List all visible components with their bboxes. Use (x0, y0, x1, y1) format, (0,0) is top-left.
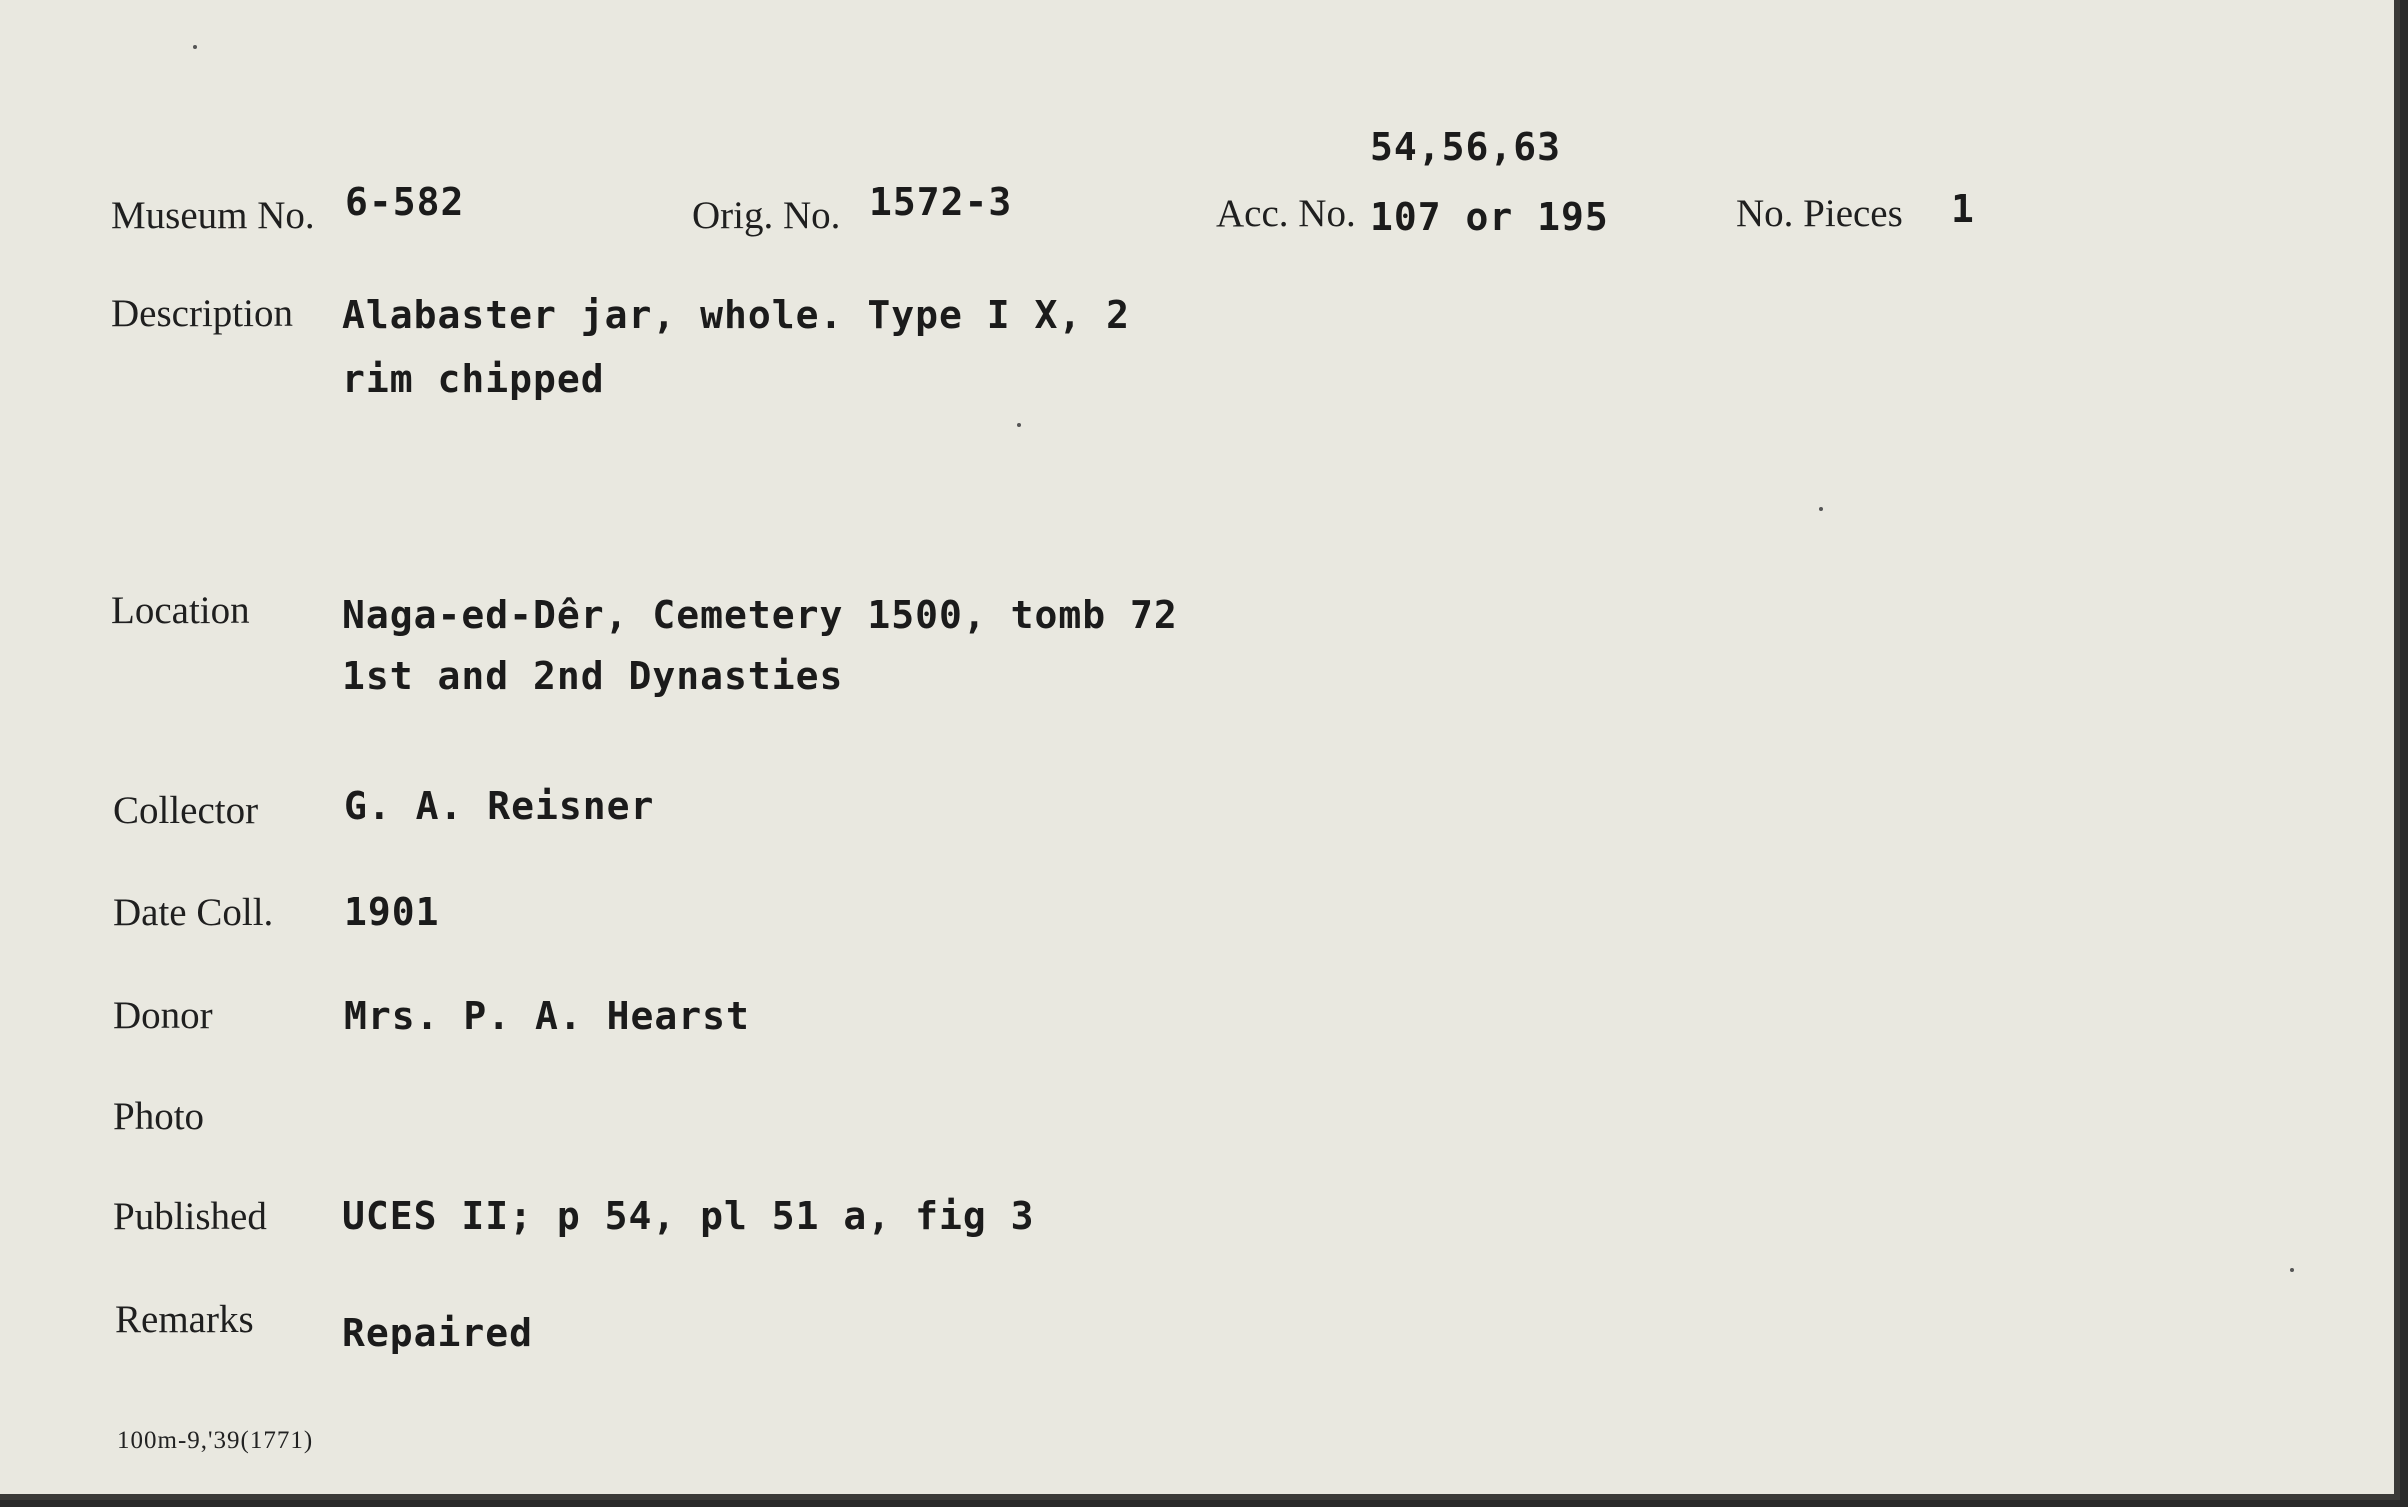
orig-no-label: Orig. No. (692, 194, 841, 237)
paper-speck (193, 45, 197, 49)
donor-label: Donor (113, 994, 213, 1037)
paper-speck (1017, 423, 1021, 427)
location-line-1: Naga-ed-Dêr, Cemetery 1500, tomb 72 (342, 593, 1178, 637)
location-line-2: 1st and 2nd Dynasties (342, 654, 844, 698)
orig-no-value: 1572-3 (869, 180, 1013, 224)
acc-no-value: 107 or 195 (1370, 195, 1609, 239)
no-pieces-label: No. Pieces (1736, 192, 1903, 235)
remarks-value: Repaired (342, 1311, 534, 1355)
museum-no-label: Museum No. (111, 194, 315, 237)
museum-no-value: 6-582 (345, 180, 465, 224)
remarks-label: Remarks (115, 1298, 254, 1341)
collector-value: G. A. Reisner (344, 784, 655, 828)
collector-label: Collector (113, 789, 259, 832)
published-label: Published (113, 1195, 267, 1238)
description-label: Description (111, 292, 293, 335)
no-pieces-value: 1 (1951, 187, 1975, 231)
location-label: Location (111, 589, 250, 632)
description-line-1: Alabaster jar, whole. Type I X, 2 (342, 293, 1130, 337)
photo-label: Photo (113, 1095, 205, 1138)
paper-speck (1819, 507, 1823, 511)
published-value: UCES II; p 54, pl 51 a, fig 3 (342, 1194, 1035, 1238)
acc-no-label: Acc. No. (1216, 192, 1356, 235)
description-line-2: rim chipped (342, 357, 605, 401)
acc-no-above-value: 54,56,63 (1370, 125, 1562, 169)
form-code: 100m-9,'39(1771) (117, 1427, 314, 1454)
date-coll-label: Date Coll. (113, 891, 274, 934)
paper-speck (2290, 1268, 2294, 1272)
date-coll-value: 1901 (344, 890, 440, 934)
donor-value: Mrs. P. A. Hearst (344, 994, 750, 1038)
